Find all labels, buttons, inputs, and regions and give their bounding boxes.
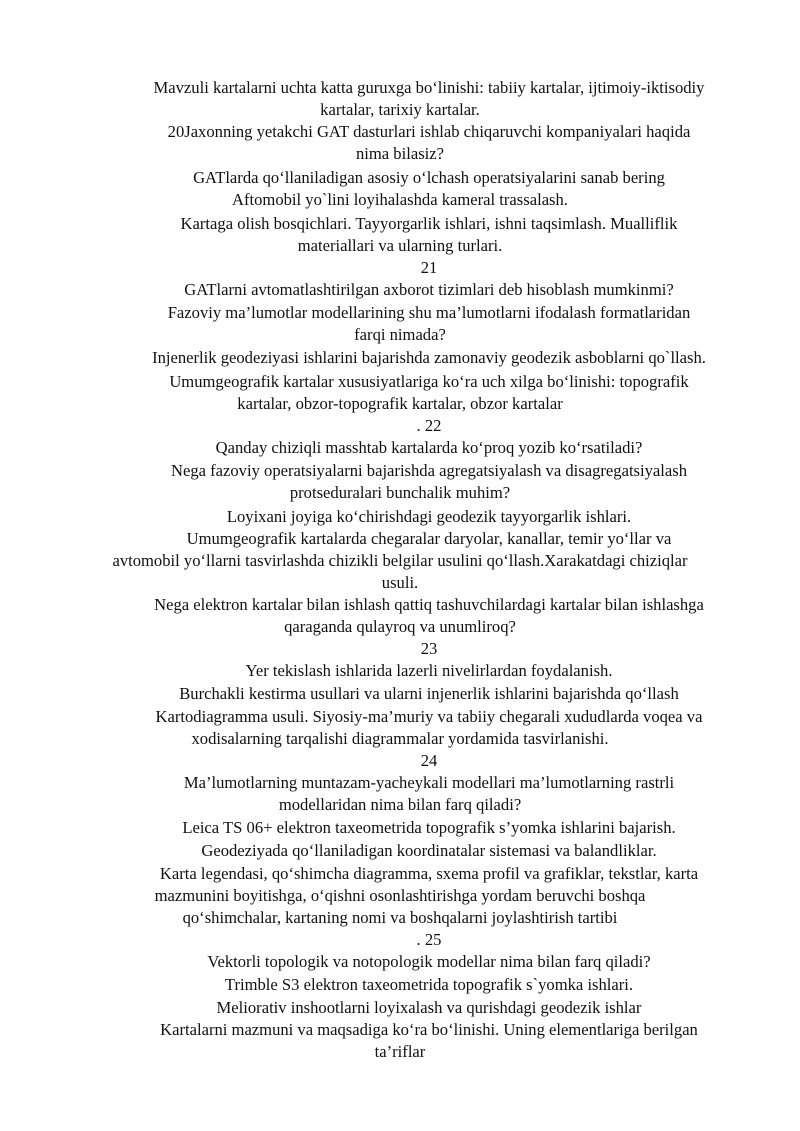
text-line: mazmunini boyitishga, o‘qishni osonlashtirishga yordam beruvchi boshqa (154, 886, 646, 905)
text-line: qo‘shimchalar, kartaning nomi va boshqalarni joylashtirish tartibi (182, 908, 618, 927)
page-number: 21 (420, 258, 438, 277)
text-line: Geodeziyada qo‘llaniladigan koordinatalar sistemasi va balandliklar. (201, 841, 657, 860)
text-line: Kartodiagramma usuli. Siyosiy-ma’muriy va tabiiy chegarali xududlarda voqea va (155, 707, 703, 726)
text-line: GATlarni avtomatlashtirilgan axborot tizimlari deb hisoblash mumkinmi? (184, 280, 674, 299)
text-line: Umumgeografik kartalarda chegaralar daryolar, kanallar, temir yo‘llar va (186, 529, 672, 548)
text-line: materiallari va ularning turlari. (297, 236, 503, 255)
text-line: Karta legendasi, qo‘shimcha diagramma, sxema profil va grafiklar, tekstlar, karta (159, 864, 699, 883)
page-number: 24 (420, 751, 438, 770)
text-line: Nega fazoviy operatsiyalarni bajarishda agregatsiyalash va disagregatsiyalash (170, 461, 688, 480)
text-line: avtomobil yo‘llarni tasvirlashda chizikli belgilar usulini qo‘llash.Xarakatdagi chiziqlar (112, 551, 688, 570)
text-line: 20Jaxonning yetakchi GAT dasturlari ishlab chiqaruvchi kompaniyalari haqida (167, 122, 691, 141)
text-line: Leica TS 06+ elektron taxeometrida topografik s’yomka ishlarini bajarish. (182, 818, 676, 837)
page-number: . 22 (416, 416, 442, 435)
text-line: Meliorativ inshootlarni loyixalash va qurishdagi geodezik ishlar (216, 998, 642, 1017)
text-line: Kartalarni mazmuni va maqsadiga ko‘ra bo‘linishi. Uning elementlariga berilgan (160, 1020, 698, 1039)
text-line: modellaridan nima bilan farq qiladi? (278, 795, 522, 814)
text-line: Ma’lumotlarning muntazam-yacheykali modellari ma’lumotlarning rastrli (183, 773, 675, 792)
text-line: farqi nimada? (354, 325, 446, 344)
text-line: Vektorli topologik va notopologik modellar nima bilan farq qiladi? (207, 952, 651, 971)
text-line: protseduralari bunchalik muhim? (289, 483, 511, 502)
text-line: Mavzuli kartalarni uchta katta guruxga bo‘linishi: tabiiy kartalar, ijtimoiy-iktisodiy (153, 78, 705, 97)
text-line: GATlarda qo‘llaniladigan asosiy o‘lchash operatsiyalarini sanab bering (193, 168, 665, 187)
text-line: kartalar, tarixiy kartalar. (320, 100, 480, 119)
text-line: Yer tekislash ishlarida lazerli nivelirlardan foydalanish. (245, 661, 613, 680)
text-line: Umumgeografik kartalar xususiyatlariga ko‘ra uch xilga bo‘linishi: topografik (169, 372, 689, 391)
text-line: kartalar, obzor-topografik kartalar, obzor kartalar (237, 394, 563, 413)
page-number: . 25 (416, 930, 442, 949)
text-line: Trimble S3 elektron taxeometrida topografik s`yomka ishlari. (224, 975, 634, 994)
text-line: Kartaga olish bosqichlari. Tayyorgarlik ishlari, ishni taqsimlash. Mualliflik (180, 214, 678, 233)
text-line: ta’riflar (374, 1042, 426, 1061)
page-number: 23 (420, 639, 438, 658)
text-line: Injenerlik geodeziyasi ishlarini bajarishda zamonaviy geodezik asboblarni qo`llash. (152, 348, 706, 367)
text-line: xodisalarning tarqalishi diagrammalar yordamida tasvirlanishi. (191, 729, 609, 748)
text-line: Aftomobil yo`lini loyihalashda kameral trassalash. (232, 190, 568, 209)
text-line: usuli. (381, 573, 419, 592)
text-line: nima bilasiz? (355, 144, 444, 163)
text-line: Fazoviy ma’lumotlar modellarining shu ma’lumotlarni ifodalash formatlaridan (167, 303, 691, 322)
text-line: Loyixani joyiga ko‘chirishdagi geodezik tayyorgarlik ishlari. (226, 507, 632, 526)
text-line: Qanday chiziqli masshtab kartalarda ko‘proq yozib ko‘rsatiladi? (215, 438, 643, 457)
text-line: Burchakli kestirma usullari va ularni injenerlik ishlarini bajarishda qo‘llash (179, 684, 679, 703)
text-line: Nega elektron kartalar bilan ishlash qattiq tashuvchilardagi kartalar bilan ishlashga (154, 595, 704, 614)
text-line: qaraganda qulayroq va unumliroq? (284, 617, 516, 636)
